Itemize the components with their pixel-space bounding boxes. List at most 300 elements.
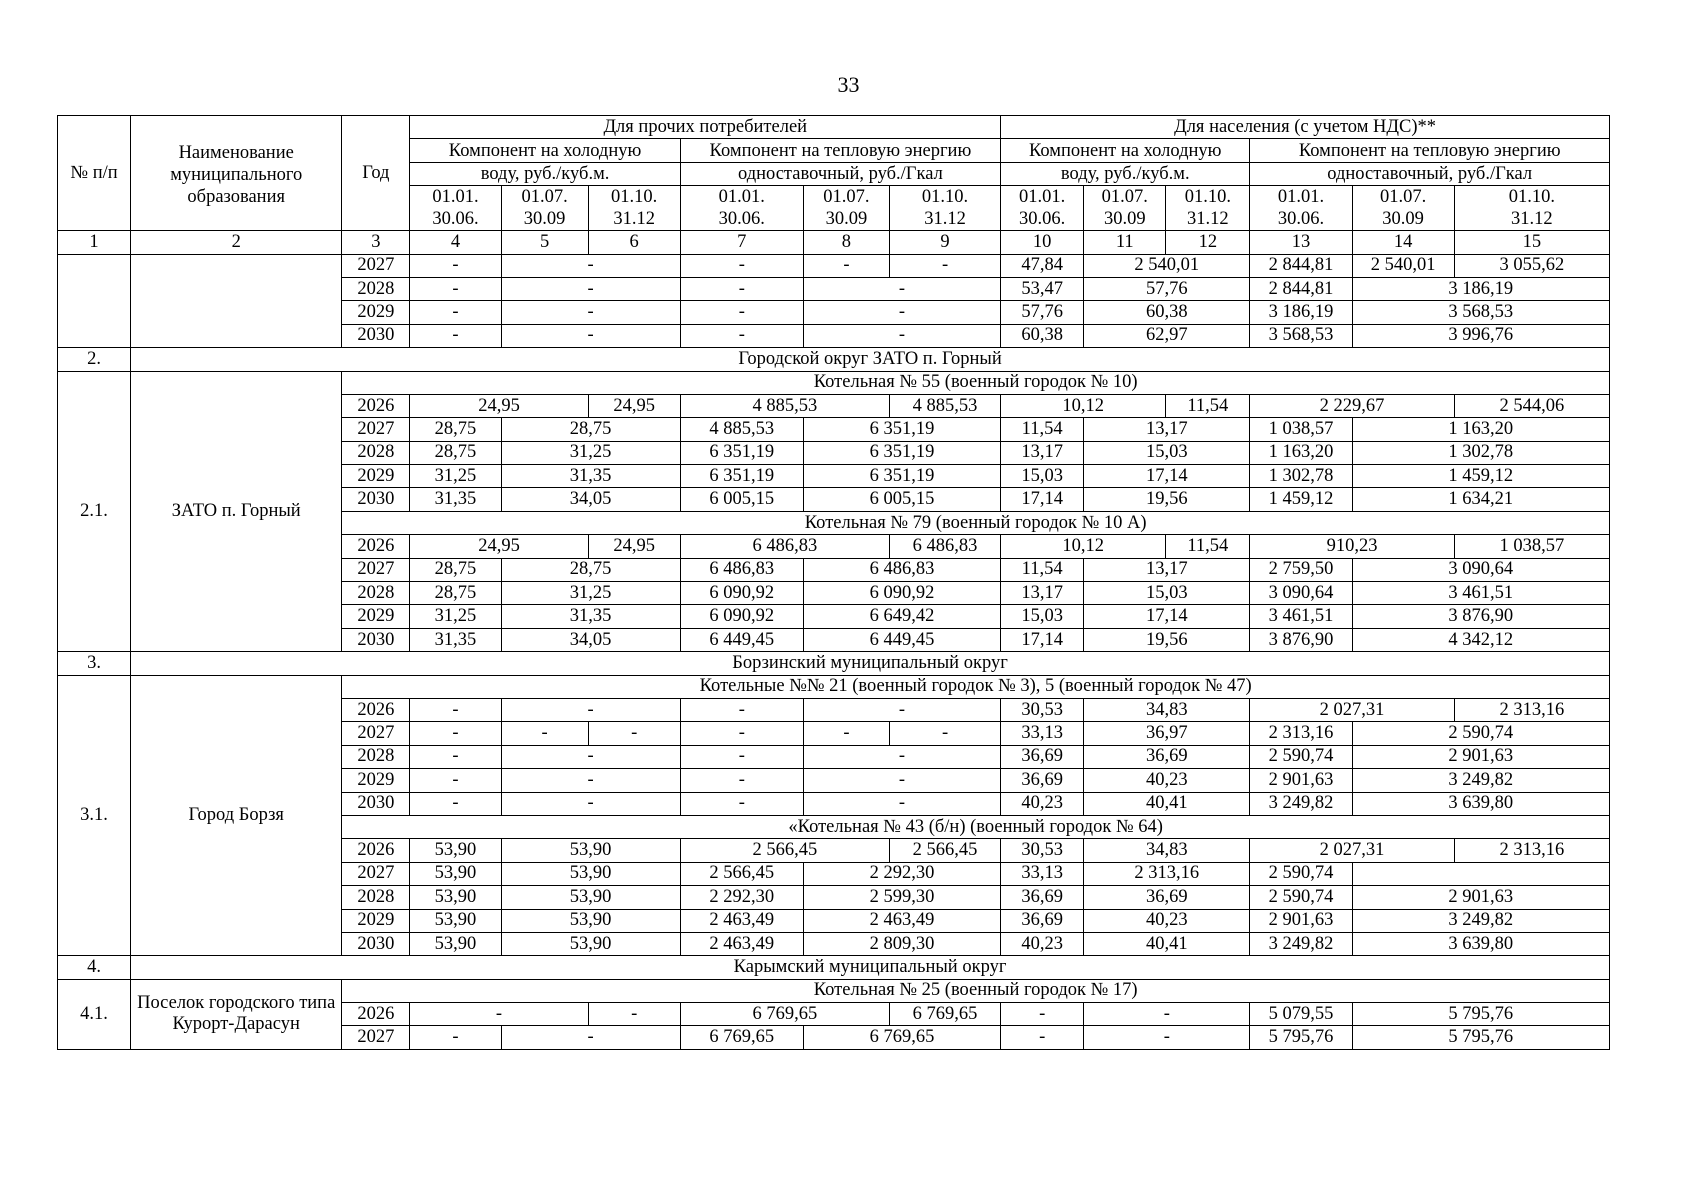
table-cell: 10,12 [1001,535,1166,558]
header-heat-energy-unit: одноставочный, руб./Гкал [680,162,1000,185]
header-period: 01.01. 30.06. [1250,186,1352,231]
table-cell: 2 590,74 [1250,862,1352,885]
table-cell: 53,90 [501,886,680,909]
table-cell: - [680,745,803,768]
table-cell: 28,75 [410,558,501,581]
table-cell: 31,25 [501,582,680,605]
year-cell: 2026 [342,394,410,417]
tariff-table [57,115,1610,1050]
table-cell: 13,17 [1001,441,1084,464]
header-period: 01.01. 30.06. [1001,186,1084,231]
column-number-row [58,231,1610,254]
table-cell: - [803,745,1000,768]
table-cell: 3 090,64 [1352,558,1609,581]
table-cell: 17,14 [1001,628,1084,651]
table-cell: 19,56 [1084,488,1250,511]
column-number: 8 [803,231,889,254]
header-cold-water-unit: воду, руб./куб.м. [410,162,680,185]
table-cell: - [889,254,1000,277]
table-cell: 1 302,78 [1250,465,1352,488]
table-cell: - [410,745,501,768]
table-cell: 28,75 [410,418,501,441]
table-cell: - [410,722,501,745]
header-col-num: № п/п [58,116,131,231]
table-cell: - [803,254,889,277]
table-cell: - [501,769,680,792]
table-cell: - [501,745,680,768]
table-cell: 6 769,65 [680,1026,803,1049]
year-cell: 2026 [342,535,410,558]
table-cell: - [410,769,501,792]
table-cell: 2 809,30 [803,932,1000,955]
section-number: 4. [58,956,131,979]
table-cell: 1 038,57 [1454,535,1609,558]
table-cell: 47,84 [1001,254,1084,277]
section-title: Борзинский муниципальный округ [131,652,1610,675]
table-cell: - [501,277,680,300]
table-cell: - [410,1003,588,1026]
column-number: 2 [131,231,342,254]
header-heat-energy: Компонент на тепловую энергию [680,139,1000,162]
table-cell: 57,76 [1084,277,1250,300]
header-period: 01.01. 30.06. [410,186,501,231]
table-cell: 3 568,53 [1250,324,1352,347]
municipality-name: Город Борзя [131,675,342,956]
table-cell: 36,69 [1001,909,1084,932]
table-cell: 910,23 [1250,535,1454,558]
table-cell: 2 540,01 [1084,254,1250,277]
table-cell: - [1001,1003,1084,1026]
table-cell: 6 351,19 [803,465,1000,488]
table-cell: 5 795,76 [1250,1026,1352,1049]
table-cell: 3 090,64 [1250,582,1352,605]
table-cell: - [410,1026,501,1049]
table-cell: 2 544,06 [1454,394,1609,417]
header-period: 01.01. 30.06. [680,186,803,231]
table-cell: - [501,792,680,815]
column-number: 4 [410,231,501,254]
table-cell: - [803,792,1000,815]
table-cell: - [889,722,1000,745]
header-cold-water: Компонент на холодную [1001,139,1250,162]
year-cell: 2027 [342,418,410,441]
table-cell: 24,95 [588,394,680,417]
table-cell: 1 038,57 [1250,418,1352,441]
table-cell: 3 639,80 [1352,932,1609,955]
table-cell: - [803,324,1000,347]
table-cell: 53,90 [410,932,501,955]
table-cell: 5 795,76 [1352,1003,1609,1026]
table-cell: 40,41 [1084,792,1250,815]
table-cell: 2 590,74 [1352,722,1609,745]
table-cell: 17,14 [1084,465,1250,488]
header-cold-water: Компонент на холодную [410,139,680,162]
boiler-title: «Котельная № 43 (б/н) (военный городок № 64) [342,815,1610,838]
table-cell: 2 599,30 [803,886,1000,909]
table-cell: 2 027,31 [1250,698,1454,721]
header-period: 01.10. 31.12 [1454,186,1609,231]
table-cell: 1 634,21 [1352,488,1609,511]
table-cell: 2 901,63 [1352,745,1609,768]
table-cell: - [501,722,588,745]
column-number: 10 [1001,231,1084,254]
table-cell: 19,56 [1084,628,1250,651]
table-cell: 36,69 [1084,745,1250,768]
section-row [58,652,1610,675]
table-cell: 11,54 [1166,394,1250,417]
year-cell: 2030 [342,628,410,651]
table-cell: 3 249,82 [1352,769,1609,792]
header-heat-energy-unit: одноставочный, руб./Гкал [1250,162,1610,185]
table-cell: 31,25 [501,441,680,464]
table-cell: 11,54 [1166,535,1250,558]
table-cell: 6 090,92 [803,582,1000,605]
table-cell: 11,54 [1001,558,1084,581]
header-period: 01.07. 30.09 [1352,186,1454,231]
header-heat-energy: Компонент на тепловую энергию [1250,139,1610,162]
table-cell: 2 566,45 [680,862,803,885]
header-col-name: Наименование муниципального образования [131,116,342,231]
table-cell: 40,41 [1084,932,1250,955]
column-number: 11 [1084,231,1166,254]
subsection-row [58,675,1610,698]
table-cell: 3 249,82 [1250,792,1352,815]
table-cell: - [803,698,1000,721]
column-number: 13 [1250,231,1352,254]
table-cell: - [1001,1026,1084,1049]
table-cell: - [501,301,680,324]
column-number: 7 [680,231,803,254]
table-cell: 2 229,67 [1250,394,1454,417]
table-cell: 34,05 [501,628,680,651]
table-cell: 4 885,53 [680,418,803,441]
year-cell: 2028 [342,886,410,909]
table-cell: 2 590,74 [1250,745,1352,768]
table-cell: - [680,792,803,815]
table-cell: 34,83 [1084,839,1250,862]
header-period: 01.07. 30.09 [1084,186,1166,231]
header-cold-water-unit: воду, руб./куб.м. [1001,162,1250,185]
table-cell: 6 090,92 [680,605,803,628]
table-cell: 2 566,45 [680,839,889,862]
year-cell: 2028 [342,441,410,464]
table-cell: 31,35 [410,488,501,511]
year-cell: 2028 [342,745,410,768]
header-period: 01.07. 30.09 [501,186,588,231]
table-cell: - [803,277,1000,300]
table-cell: 40,23 [1084,769,1250,792]
table-cell: 3 055,62 [1454,254,1609,277]
table-cell: - [680,769,803,792]
table-cell: 11,54 [1001,418,1084,441]
year-cell: 2028 [342,277,410,300]
table-cell: 10,12 [1001,394,1166,417]
section-number: 2. [58,348,131,371]
table-cell: - [803,301,1000,324]
table-cell: 2 027,31 [1250,839,1454,862]
year-cell: 2029 [342,909,410,932]
boiler-title: Котельная № 25 (военный городок № 17) [342,979,1610,1002]
table-cell: 53,90 [410,839,501,862]
subsection-number: 4.1. [58,979,131,1049]
year-cell: 2029 [342,605,410,628]
section-number: 3. [58,652,131,675]
table-cell: - [410,698,501,721]
table-cell: - [680,722,803,745]
table-cell: 36,69 [1001,745,1084,768]
table-cell: 53,90 [501,862,680,885]
table-cell: 5 795,76 [1352,1026,1609,1049]
table-cell: 2 590,74 [1250,886,1352,909]
table-cell: 40,23 [1001,792,1084,815]
table-cell: 4 342,12 [1352,628,1609,651]
table-cell: 6 769,65 [803,1026,1000,1049]
header-row [58,116,1610,139]
table-cell: 28,75 [410,441,501,464]
table-cell: 1 459,12 [1250,488,1352,511]
table-cell: - [680,324,803,347]
table-cell: 17,14 [1001,488,1084,511]
table-cell: - [501,324,680,347]
table-cell: 6 005,15 [803,488,1000,511]
table-cell: 33,13 [1001,722,1084,745]
table-cell: - [1084,1026,1250,1049]
table-cell: 53,90 [501,839,680,862]
boiler-title: Котельная № 55 (военный городок № 10) [342,371,1610,394]
table-cell: 40,23 [1084,909,1250,932]
header-period: 01.10. 31.12 [889,186,1000,231]
table-cell: 40,23 [1001,932,1084,955]
table-cell: 6 351,19 [803,441,1000,464]
header-period: 01.10. 31.12 [588,186,680,231]
table-cell: 4 885,53 [889,394,1000,417]
table-cell: 24,95 [588,535,680,558]
section-row [58,956,1610,979]
table-cell: 6 769,65 [889,1003,1000,1026]
table-cell: - [680,301,803,324]
table-cell: 3 186,19 [1250,301,1352,324]
table-cell: 1 163,20 [1352,418,1609,441]
table-cell: 2 313,16 [1454,839,1609,862]
subsection-row [58,371,1610,394]
subsection-row [58,979,1610,1002]
table-cell: 31,35 [501,605,680,628]
table-cell: 6 486,83 [803,558,1000,581]
table-cell: 57,76 [1001,301,1084,324]
table-cell: 6 351,19 [680,441,803,464]
subsection-number: 2.1. [58,371,131,652]
table-cell: 28,75 [501,558,680,581]
table-cell: 53,90 [410,886,501,909]
table-cell: 2 313,16 [1454,698,1609,721]
column-number: 1 [58,231,131,254]
table-cell: 53,90 [501,932,680,955]
table-cell: - [410,301,501,324]
table-cell: 2 313,16 [1250,722,1352,745]
municipality-name: Поселок городского типа Курорт-Дарасун [131,979,342,1049]
table-cell [1352,862,1609,885]
table-cell: 3 876,90 [1352,605,1609,628]
table-cell: 13,17 [1084,418,1250,441]
table-cell: 6 486,83 [680,558,803,581]
table-cell: 6 090,92 [680,582,803,605]
table-cell: 15,03 [1001,465,1084,488]
table-cell: 36,97 [1084,722,1250,745]
header-period: 01.10. 31.12 [1166,186,1250,231]
table-cell: 13,17 [1084,558,1250,581]
table-cell: 15,03 [1001,605,1084,628]
year-cell: 2026 [342,698,410,721]
header-period: 01.07. 30.09 [803,186,889,231]
table-cell: 2 540,01 [1352,254,1454,277]
table-cell: 53,47 [1001,277,1084,300]
year-cell: 2027 [342,254,410,277]
table-cell: 1 459,12 [1352,465,1609,488]
table-cell: 2 759,50 [1250,558,1352,581]
table-cell: 6 351,19 [680,465,803,488]
subsection-number: 3.1. [58,675,131,956]
table-cell: 3 639,80 [1352,792,1609,815]
table-cell: - [803,722,889,745]
table-cell: 30,53 [1001,839,1084,862]
table-cell: 2 463,49 [680,909,803,932]
table-cell: - [588,1003,680,1026]
column-number: 6 [588,231,680,254]
column-number: 14 [1352,231,1454,254]
table-cell: 6 769,65 [680,1003,889,1026]
table-cell: 2 844,81 [1250,254,1352,277]
table-cell: 1 163,20 [1250,441,1352,464]
table-cell: 33,13 [1001,862,1084,885]
table-cell: - [588,722,680,745]
year-cell: 2026 [342,839,410,862]
year-cell: 2027 [342,722,410,745]
column-number: 3 [342,231,410,254]
table-cell: 3 249,82 [1250,932,1352,955]
table-cell: 3 461,51 [1250,605,1352,628]
table-cell: 3 186,19 [1352,277,1609,300]
table-cell: - [680,254,803,277]
year-cell: 2027 [342,558,410,581]
boiler-title: Котельная № 79 (военный городок № 10 А) [342,511,1610,534]
boiler-title: Котельные №№ 21 (военный городок № 3), 5 (военный городок № 47) [342,675,1610,698]
table-cell: 60,38 [1001,324,1084,347]
table-cell: 53,90 [501,909,680,932]
table-cell: 1 302,78 [1352,441,1609,464]
table-cell: 3 568,53 [1352,301,1609,324]
year-cell: 2029 [342,769,410,792]
table-cell: 31,25 [410,465,501,488]
year-cell: 2028 [342,582,410,605]
column-number: 9 [889,231,1000,254]
municipality-name [131,254,342,348]
table-cell: 2 566,45 [889,839,1000,862]
table-cell: 36,69 [1001,769,1084,792]
table-cell: - [410,324,501,347]
table-cell: 2 463,49 [803,909,1000,932]
table-cell: 6 649,42 [803,605,1000,628]
table-cell: - [410,254,501,277]
header-group-population: Для населения (с учетом НДС)** [1001,116,1610,139]
table-cell: 15,03 [1084,441,1250,464]
table-cell: 36,69 [1001,886,1084,909]
table-cell: 2 901,63 [1250,909,1352,932]
table-cell: - [1084,1003,1250,1026]
table-cell: 4 885,53 [680,394,889,417]
table-cell: - [501,1026,680,1049]
table-cell: 34,05 [501,488,680,511]
table-cell: 15,03 [1084,582,1250,605]
table-cell: 6 005,15 [680,488,803,511]
table-cell: 6 449,45 [680,628,803,651]
table-cell: 6 486,83 [680,535,889,558]
table-cell: - [501,698,680,721]
table-cell: 6 486,83 [889,535,1000,558]
year-cell: 2027 [342,862,410,885]
header-col-year: Год [342,116,410,231]
table-cell: 60,38 [1084,301,1250,324]
table-cell: 24,95 [410,535,588,558]
year-cell: 2026 [342,1003,410,1026]
section-title: Городской округ ЗАТО п. Горный [131,348,1610,371]
header-group-other: Для прочих потребителей [410,116,1001,139]
table-cell: - [803,769,1000,792]
year-cell: 2029 [342,465,410,488]
year-cell: 2030 [342,932,410,955]
row-number [58,254,131,348]
column-number: 5 [501,231,588,254]
municipality-name: ЗАТО п. Горный [131,371,342,652]
table-cell: 5 079,55 [1250,1003,1352,1026]
page-number: 33 [837,72,860,97]
table-row [58,254,1610,277]
table-cell: 2 901,63 [1250,769,1352,792]
table-cell: 6 449,45 [803,628,1000,651]
table-cell: 2 901,63 [1352,886,1609,909]
table-cell: 62,97 [1084,324,1250,347]
table-cell: 31,35 [410,628,501,651]
table-cell: 53,90 [410,862,501,885]
year-cell: 2029 [342,301,410,324]
table-cell: 17,14 [1084,605,1250,628]
table-cell: 24,95 [410,394,588,417]
table-cell: 2 292,30 [803,862,1000,885]
table-cell: 36,69 [1084,886,1250,909]
column-number: 15 [1454,231,1609,254]
table-cell: - [410,277,501,300]
year-cell: 2030 [342,324,410,347]
section-title: Карымский муниципальный округ [131,956,1610,979]
section-row [58,348,1610,371]
table-cell: 28,75 [501,418,680,441]
table-cell: 53,90 [410,909,501,932]
table-cell: 3 249,82 [1352,909,1609,932]
table-cell: 6 351,19 [803,418,1000,441]
table-cell: 13,17 [1001,582,1084,605]
table-cell: 31,25 [410,605,501,628]
table-cell: 30,53 [1001,698,1084,721]
table-cell: - [410,792,501,815]
table-cell: 2 292,30 [680,886,803,909]
year-cell: 2027 [342,1026,410,1049]
table-cell: 2 463,49 [680,932,803,955]
column-number: 12 [1166,231,1250,254]
table-cell: 3 876,90 [1250,628,1352,651]
table-cell: 31,35 [501,465,680,488]
table-cell: - [501,254,680,277]
table-cell: 3 996,76 [1352,324,1609,347]
table-cell: 34,83 [1084,698,1250,721]
